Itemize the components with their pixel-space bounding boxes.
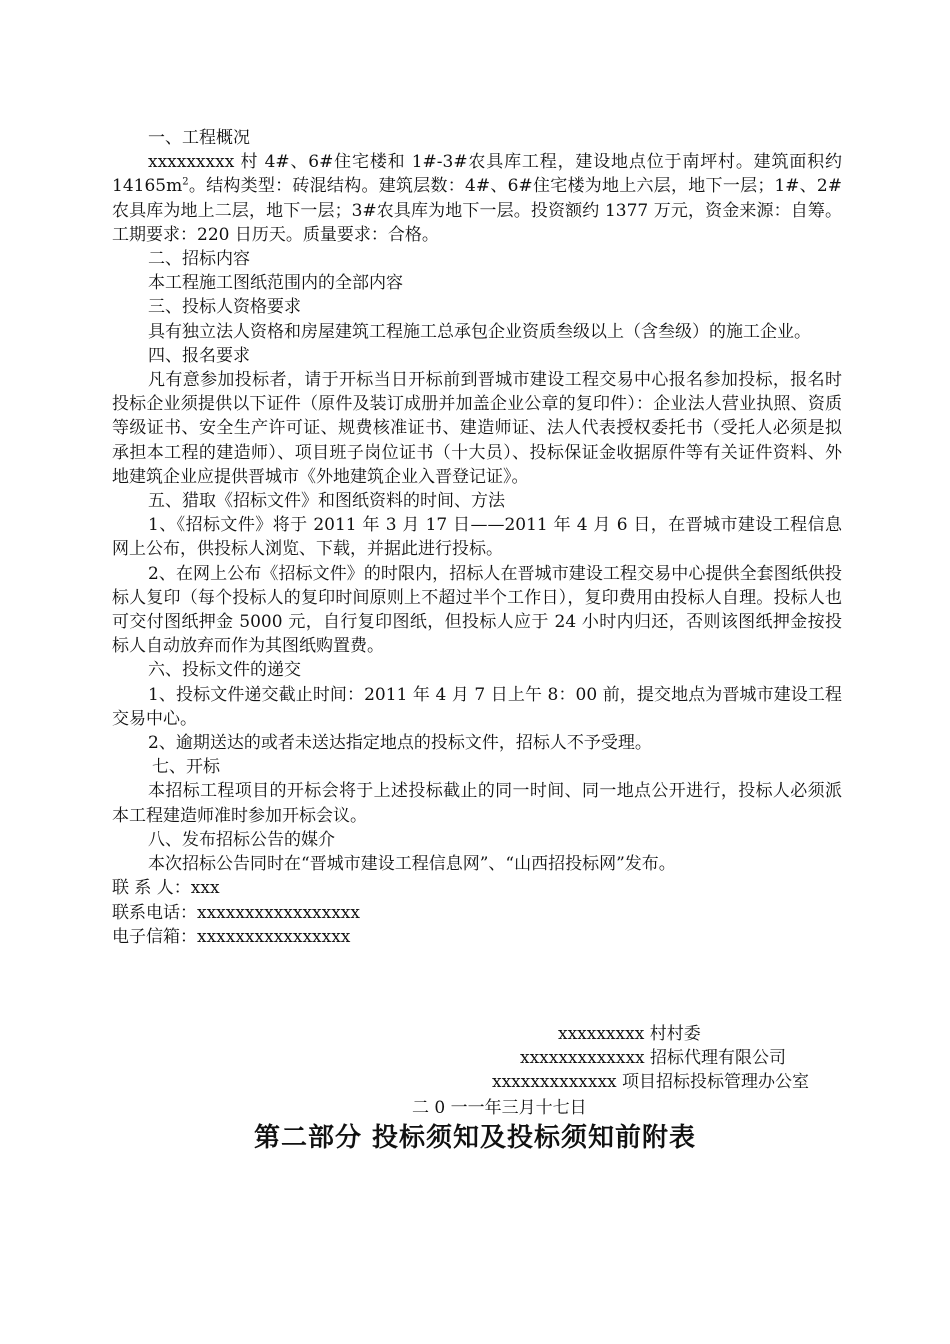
contact-person: 联 系 人：xxx bbox=[112, 878, 220, 899]
contact-phone: 联系电话：xxxxxxxxxxxxxxxxx bbox=[112, 902, 360, 923]
section-heading-documents: 五、猎取《招标文件》和图纸资料的时间、方法 bbox=[148, 491, 505, 512]
submission-paragraph-1: 1、投标文件递交截止时间：2011 年 4 月 7 日上午 8：00 前，提交地点为晋城市建设工程交易中心。 bbox=[112, 684, 842, 729]
signature-management-office: xxxxxxxxxxxxx 项目招标投标管理办公室 bbox=[492, 1072, 810, 1092]
documents-paragraph-2: 2、在网上公布《招标文件》的时限内，招标人在晋城市建设工程交易中心提供全套图纸供投标人复印（每个投标人的复印时间原则上不超过半个工作日），复印费用由投标人自理。投标人也可交付图纸押金 5000 元，自行复印图纸，但投标人应于 24 小时内归还，否则该图纸押金按投标人自动放弃而作为其图纸购置费。 bbox=[112, 563, 842, 657]
section-heading-media: 八、发布招标公告的媒介 bbox=[148, 829, 335, 850]
submission-paragraph-2: 2、逾期送达的或者未送达指定地点的投标文件，招标人不予受理。 bbox=[148, 733, 652, 754]
part-two-title: 第二部分 投标须知及投标须知前附表 bbox=[253, 1123, 697, 1153]
media-paragraph: 本次招标公告同时在“晋城市建设工程信息网”、“山西招投标网”发布。 bbox=[148, 854, 676, 875]
section-heading-qualification: 三、投标人资格要求 bbox=[148, 297, 301, 318]
qualification-paragraph: 具有独立法人资格和房屋建筑工程施工总承包企业资质叁级以上（含叁级）的施工企业。 bbox=[148, 321, 811, 342]
section-heading-overview: 一、工程概况 bbox=[148, 128, 250, 148]
documents-paragraph-1: 1、《招标文件》将于 2011 年 3 月 17 日——2011 年 4 月 6 日，在晋城市建设工程信息网上公布，供投标人浏览、下载，并据此进行投标。 bbox=[112, 515, 842, 560]
section-heading-submission: 六、投标文件的递交 bbox=[148, 660, 301, 681]
signature-agency: xxxxxxxxxxxxx 招标代理有限公司 bbox=[520, 1048, 787, 1068]
opening-paragraph: 本招标工程项目的开标会将于上述投标截止的同一时间、同一地点公开进行，投标人必须派本工程建造师准时参加开标会议。 bbox=[112, 781, 842, 826]
signature-date: 二 0 一一年三月十七日 bbox=[412, 1098, 587, 1118]
overview-paragraph bbox=[112, 150, 842, 247]
overview-text-a: xxxxxxxxx 村 4#、6#住宅楼和 1#-3#农具库工程，建设地点位于南坪村。建筑面积约 14165m bbox=[112, 152, 842, 197]
registration-paragraph: 凡有意参加投标者，请于开标当日开标前到晋城市建设工程交易中心报名参加投标，报名时投标企业须提供以下证件（原件及装订成册并加盖企业公章的复印件）：企业法人营业执照、资质等级证书、安全生产许可证、规费核准证书、建造师证、法人代表授权委托书（受托人必须是拟承担本工程的建造师）、项目班子岗位证书（十大员）、投标保证金收据原件等有关证件资料、外地建筑企业应提供晋城市《外地建筑企业入晋登记证》。 bbox=[112, 370, 842, 487]
section-heading-opening: 七、开标 bbox=[152, 757, 220, 778]
signature-village-committee: xxxxxxxxx 村村委 bbox=[558, 1024, 701, 1044]
notice-body bbox=[112, 126, 842, 949]
section-heading-registration: 四、报名要求 bbox=[148, 345, 250, 366]
section-heading-content: 二、招标内容 bbox=[148, 249, 250, 270]
overview-text-b: 。结构类型：砖混结构。建筑层数：4#、6#住宅楼为地上六层，地下一层；1#、2#农具库为地上二层，地下一层；3#农具库为地下一层。投资额约 1377 万元，资金来源：自筹。工期要求：220 日历天。质量要求：合格。 bbox=[112, 176, 842, 245]
content-paragraph: 本工程施工图纸范围内的全部内容 bbox=[148, 273, 403, 294]
area-unit-superscript: 2 bbox=[182, 176, 189, 188]
contact-email: 电子信箱：xxxxxxxxxxxxxxxx bbox=[112, 926, 351, 947]
